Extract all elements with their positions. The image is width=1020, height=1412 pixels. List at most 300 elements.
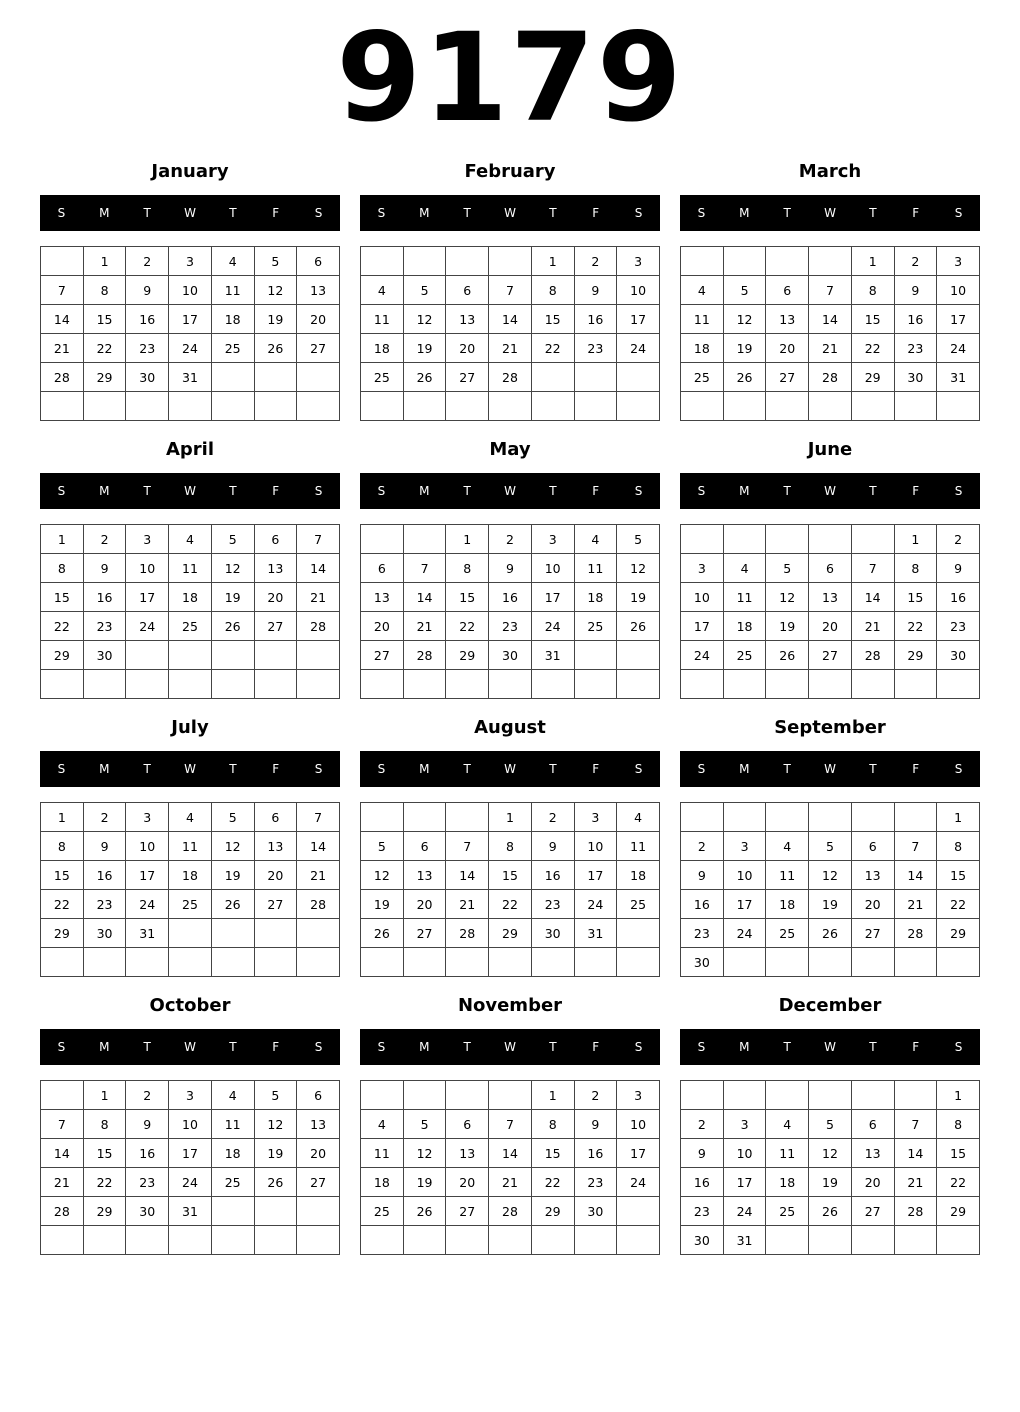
day-cell: [41, 392, 84, 421]
day-cell: [489, 392, 532, 421]
day-cell: [617, 948, 660, 977]
day-cell: 21: [894, 890, 937, 919]
day-cell: 2: [83, 525, 126, 554]
day-cell: 27: [851, 919, 894, 948]
day-cell: [403, 948, 446, 977]
day-cell: 3: [617, 1081, 660, 1110]
weekday-label-fri: F: [592, 1040, 600, 1054]
day-cell: [126, 392, 169, 421]
day-cell: 4: [766, 832, 809, 861]
day-cell: 29: [937, 1197, 980, 1226]
day-cell: 23: [574, 334, 617, 363]
day-cell: 11: [169, 554, 212, 583]
week-row: [681, 919, 980, 948]
day-cell: 15: [446, 583, 489, 612]
weekday-label-fri: F: [592, 206, 600, 220]
day-cell: 7: [403, 554, 446, 583]
day-cell: [446, 1226, 489, 1255]
day-cell: 2: [574, 247, 617, 276]
day-cell: 16: [574, 1139, 617, 1168]
day-cell: 13: [766, 305, 809, 334]
weekday-label-wed: W: [504, 1040, 516, 1054]
day-cell: 27: [361, 641, 404, 670]
weekday-label-sat: S: [634, 762, 643, 776]
day-cell: [723, 392, 766, 421]
day-cell: 22: [41, 612, 84, 641]
weekday-label-wed: W: [184, 1040, 196, 1054]
day-cell: 4: [361, 1110, 404, 1139]
weekday-label-wed: W: [184, 206, 196, 220]
week-row: [681, 554, 980, 583]
day-cell: [446, 803, 489, 832]
day-cell: [361, 1226, 404, 1255]
weekday-label-sun: S: [377, 762, 386, 776]
day-cell: [766, 247, 809, 276]
day-cell: 20: [766, 334, 809, 363]
day-cell: 13: [254, 832, 297, 861]
day-cell: [211, 363, 254, 392]
day-cell: 7: [297, 803, 340, 832]
week-row: [361, 1081, 660, 1110]
day-grid: [360, 524, 660, 699]
week-row: [681, 890, 980, 919]
weekday-label-fri: F: [912, 1040, 920, 1054]
day-cell: 26: [361, 919, 404, 948]
day-cell: 1: [41, 525, 84, 554]
week-row: [41, 612, 340, 641]
week-row: [361, 525, 660, 554]
day-grid: [680, 524, 980, 699]
day-cell: 8: [83, 276, 126, 305]
day-cell: 10: [574, 832, 617, 861]
day-cell: 16: [681, 1168, 724, 1197]
weekday-label-mon: M: [419, 484, 430, 498]
week-row: [361, 554, 660, 583]
day-cell: 17: [126, 861, 169, 890]
day-cell: 23: [83, 612, 126, 641]
day-cell: 28: [41, 1197, 84, 1226]
day-cell: 18: [211, 1139, 254, 1168]
day-cell: 17: [531, 583, 574, 612]
day-cell: 10: [617, 1110, 660, 1139]
week-row: [41, 1110, 340, 1139]
day-cell: 23: [681, 919, 724, 948]
day-cell: [766, 1226, 809, 1255]
day-cell: 11: [766, 1139, 809, 1168]
weekday-label-fri: F: [912, 762, 920, 776]
day-cell: 31: [169, 1197, 212, 1226]
day-cell: [403, 1081, 446, 1110]
day-cell: [83, 948, 126, 977]
day-cell: 25: [211, 334, 254, 363]
day-cell: [403, 247, 446, 276]
week-row: [41, 392, 340, 421]
day-cell: 28: [809, 363, 852, 392]
week-row: [681, 1168, 980, 1197]
day-cell: 25: [169, 890, 212, 919]
day-cell: 10: [723, 861, 766, 890]
day-cell: 1: [851, 247, 894, 276]
week-row: [361, 670, 660, 699]
day-cell: 12: [254, 1110, 297, 1139]
weekday-label-mon: M: [419, 1040, 430, 1054]
weekday-label-sun: S: [57, 762, 66, 776]
day-cell: 9: [894, 276, 937, 305]
day-cell: 13: [851, 1139, 894, 1168]
day-cell: 11: [723, 583, 766, 612]
weekday-header: [680, 473, 980, 509]
day-cell: 1: [937, 1081, 980, 1110]
day-cell: 9: [574, 276, 617, 305]
day-cell: 18: [723, 612, 766, 641]
day-cell: 8: [531, 276, 574, 305]
day-cell: 22: [937, 890, 980, 919]
day-cell: 9: [574, 1110, 617, 1139]
weekday-label-sun: S: [377, 484, 386, 498]
day-cell: [851, 670, 894, 699]
day-cell: 15: [83, 1139, 126, 1168]
day-grid: [40, 1080, 340, 1255]
day-cell: 30: [126, 363, 169, 392]
day-cell: [809, 525, 852, 554]
day-cell: [83, 392, 126, 421]
day-cell: 20: [254, 583, 297, 612]
day-cell: 1: [83, 1081, 126, 1110]
day-cell: 6: [254, 525, 297, 554]
day-cell: [766, 392, 809, 421]
day-cell: [851, 803, 894, 832]
day-cell: 18: [361, 1168, 404, 1197]
day-cell: [531, 392, 574, 421]
day-cell: 17: [617, 1139, 660, 1168]
day-cell: [361, 1081, 404, 1110]
day-cell: [723, 670, 766, 699]
day-cell: 3: [723, 1110, 766, 1139]
day-cell: [41, 247, 84, 276]
day-cell: 28: [41, 363, 84, 392]
day-cell: 7: [489, 276, 532, 305]
weekday-label-sun: S: [697, 762, 706, 776]
day-cell: 19: [211, 861, 254, 890]
week-row: [41, 276, 340, 305]
day-cell: 24: [531, 612, 574, 641]
day-cell: 13: [297, 276, 340, 305]
day-cell: [851, 525, 894, 554]
day-cell: 4: [211, 247, 254, 276]
day-cell: 20: [361, 612, 404, 641]
weekday-label-sat: S: [954, 484, 963, 498]
week-row: [681, 1081, 980, 1110]
day-cell: 10: [169, 1110, 212, 1139]
day-cell: [211, 670, 254, 699]
day-cell: [937, 670, 980, 699]
day-cell: [361, 948, 404, 977]
day-cell: [403, 803, 446, 832]
day-cell: 2: [681, 832, 724, 861]
day-cell: 2: [894, 247, 937, 276]
day-cell: 16: [937, 583, 980, 612]
day-cell: 10: [126, 832, 169, 861]
day-grid: [360, 1080, 660, 1255]
day-cell: 21: [297, 861, 340, 890]
day-cell: [851, 392, 894, 421]
day-cell: 30: [937, 641, 980, 670]
day-cell: 1: [446, 525, 489, 554]
day-cell: 15: [531, 305, 574, 334]
day-cell: [531, 948, 574, 977]
day-cell: 4: [169, 525, 212, 554]
day-cell: 8: [937, 832, 980, 861]
week-row: [681, 1110, 980, 1139]
day-cell: 28: [403, 641, 446, 670]
day-cell: 19: [809, 1168, 852, 1197]
day-grid: [40, 246, 340, 421]
month-name: February: [464, 161, 556, 182]
day-cell: [211, 919, 254, 948]
day-cell: 24: [617, 1168, 660, 1197]
day-cell: 7: [851, 554, 894, 583]
day-cell: [297, 1197, 340, 1226]
day-cell: 15: [894, 583, 937, 612]
day-cell: [254, 919, 297, 948]
weekday-label-sun: S: [377, 1040, 386, 1054]
week-row: [361, 1168, 660, 1197]
day-cell: 9: [531, 832, 574, 861]
day-cell: 25: [169, 612, 212, 641]
week-row: [41, 670, 340, 699]
day-cell: [361, 247, 404, 276]
weekday-label-sat: S: [314, 762, 323, 776]
day-cell: 24: [169, 334, 212, 363]
week-row: [41, 861, 340, 890]
day-cell: 19: [211, 583, 254, 612]
day-cell: 30: [531, 919, 574, 948]
weekday-label-sat: S: [954, 762, 963, 776]
day-cell: 8: [41, 832, 84, 861]
day-cell: [446, 1081, 489, 1110]
day-cell: 3: [937, 247, 980, 276]
day-cell: 17: [723, 1168, 766, 1197]
day-cell: [41, 1226, 84, 1255]
week-row: [361, 612, 660, 641]
day-cell: 26: [211, 890, 254, 919]
day-cell: 31: [126, 919, 169, 948]
day-cell: 23: [574, 1168, 617, 1197]
week-row: [681, 247, 980, 276]
day-cell: 20: [297, 1139, 340, 1168]
day-cell: [809, 247, 852, 276]
week-row: [681, 948, 980, 977]
day-cell: 24: [574, 890, 617, 919]
day-cell: 15: [531, 1139, 574, 1168]
day-cell: 25: [211, 1168, 254, 1197]
day-grid: [680, 246, 980, 421]
day-cell: 28: [894, 919, 937, 948]
weekday-label-wed: W: [504, 484, 516, 498]
day-cell: 7: [894, 832, 937, 861]
day-cell: 10: [617, 276, 660, 305]
day-cell: 8: [41, 554, 84, 583]
day-cell: 28: [489, 363, 532, 392]
week-row: [41, 363, 340, 392]
month-name: June: [807, 439, 853, 460]
day-cell: [681, 392, 724, 421]
day-cell: 27: [297, 1168, 340, 1197]
day-cell: 22: [851, 334, 894, 363]
week-row: [681, 334, 980, 363]
day-cell: [574, 948, 617, 977]
weekday-label-thu: T: [869, 1040, 877, 1054]
day-cell: 31: [723, 1226, 766, 1255]
day-cell: 16: [83, 861, 126, 890]
week-row: [361, 861, 660, 890]
weekday-label-fri: F: [272, 762, 280, 776]
day-cell: 11: [361, 1139, 404, 1168]
day-cell: 18: [766, 1168, 809, 1197]
week-row: [41, 890, 340, 919]
weekday-header: [680, 195, 980, 231]
day-cell: [41, 948, 84, 977]
day-cell: 19: [254, 305, 297, 334]
day-cell: 5: [766, 554, 809, 583]
day-cell: 16: [83, 583, 126, 612]
month-name: December: [778, 995, 882, 1016]
day-cell: [766, 1081, 809, 1110]
day-cell: 10: [937, 276, 980, 305]
day-cell: 13: [403, 861, 446, 890]
week-row: [361, 334, 660, 363]
day-cell: 16: [894, 305, 937, 334]
day-cell: 3: [531, 525, 574, 554]
weekday-header: [40, 195, 340, 231]
day-cell: [894, 1081, 937, 1110]
day-cell: 22: [894, 612, 937, 641]
day-cell: 3: [169, 1081, 212, 1110]
day-cell: 17: [681, 612, 724, 641]
weekday-label-tue: T: [463, 1040, 471, 1054]
day-cell: 20: [297, 305, 340, 334]
day-cell: 4: [766, 1110, 809, 1139]
day-cell: 18: [211, 305, 254, 334]
week-row: [681, 1226, 980, 1255]
day-cell: 22: [937, 1168, 980, 1197]
day-cell: [617, 641, 660, 670]
month-name: October: [149, 995, 231, 1016]
day-cell: 21: [851, 612, 894, 641]
day-cell: 15: [937, 861, 980, 890]
day-cell: 5: [617, 525, 660, 554]
weekday-label-mon: M: [99, 484, 110, 498]
day-cell: [681, 1081, 724, 1110]
weekday-header: [360, 1029, 660, 1065]
day-cell: 9: [489, 554, 532, 583]
weekday-label-thu: T: [549, 762, 557, 776]
day-cell: 28: [297, 612, 340, 641]
day-cell: 27: [809, 641, 852, 670]
day-cell: [681, 670, 724, 699]
day-cell: 3: [126, 525, 169, 554]
day-cell: 22: [531, 1168, 574, 1197]
weekday-header: [360, 473, 660, 509]
day-cell: 30: [83, 919, 126, 948]
day-cell: [211, 1197, 254, 1226]
day-cell: 19: [617, 583, 660, 612]
day-cell: [937, 392, 980, 421]
week-row: [41, 1139, 340, 1168]
day-cell: 28: [894, 1197, 937, 1226]
day-cell: 6: [851, 832, 894, 861]
day-cell: 18: [574, 583, 617, 612]
day-cell: 23: [489, 612, 532, 641]
day-cell: 14: [41, 1139, 84, 1168]
day-cell: 22: [446, 612, 489, 641]
day-cell: 1: [489, 803, 532, 832]
day-cell: 19: [723, 334, 766, 363]
day-cell: 15: [851, 305, 894, 334]
day-cell: [489, 247, 532, 276]
day-cell: 20: [851, 1168, 894, 1197]
day-cell: 2: [681, 1110, 724, 1139]
day-cell: 10: [126, 554, 169, 583]
weekday-label-wed: W: [504, 206, 516, 220]
day-cell: 4: [361, 276, 404, 305]
weekday-label-thu: T: [549, 1040, 557, 1054]
day-cell: 11: [574, 554, 617, 583]
day-cell: 22: [83, 1168, 126, 1197]
day-cell: 8: [894, 554, 937, 583]
day-cell: 26: [809, 1197, 852, 1226]
day-cell: 14: [297, 832, 340, 861]
week-row: [361, 583, 660, 612]
week-row: [681, 583, 980, 612]
day-cell: [766, 803, 809, 832]
day-cell: 9: [937, 554, 980, 583]
weekday-label-sun: S: [697, 206, 706, 220]
day-cell: 23: [531, 890, 574, 919]
weekday-header: [40, 1029, 340, 1065]
weekday-label-fri: F: [592, 484, 600, 498]
day-cell: 2: [937, 525, 980, 554]
day-cell: [403, 1226, 446, 1255]
weekday-label-thu: T: [229, 484, 237, 498]
day-cell: [894, 392, 937, 421]
day-cell: 27: [766, 363, 809, 392]
day-cell: 11: [211, 1110, 254, 1139]
weekday-label-thu: T: [229, 1040, 237, 1054]
day-cell: [851, 1081, 894, 1110]
day-grid: [360, 246, 660, 421]
day-cell: 21: [403, 612, 446, 641]
week-row: [681, 641, 980, 670]
day-cell: 6: [297, 247, 340, 276]
day-cell: 29: [894, 641, 937, 670]
weekday-label-tue: T: [783, 1040, 791, 1054]
week-row: [41, 641, 340, 670]
day-cell: [766, 948, 809, 977]
day-cell: 17: [169, 305, 212, 334]
weekday-label-fri: F: [272, 484, 280, 498]
day-cell: [254, 1226, 297, 1255]
day-cell: 20: [254, 861, 297, 890]
week-row: [681, 1139, 980, 1168]
week-row: [361, 363, 660, 392]
day-cell: [297, 363, 340, 392]
day-cell: [254, 363, 297, 392]
day-cell: 14: [41, 305, 84, 334]
day-cell: 30: [126, 1197, 169, 1226]
week-row: [41, 803, 340, 832]
day-cell: 23: [894, 334, 937, 363]
